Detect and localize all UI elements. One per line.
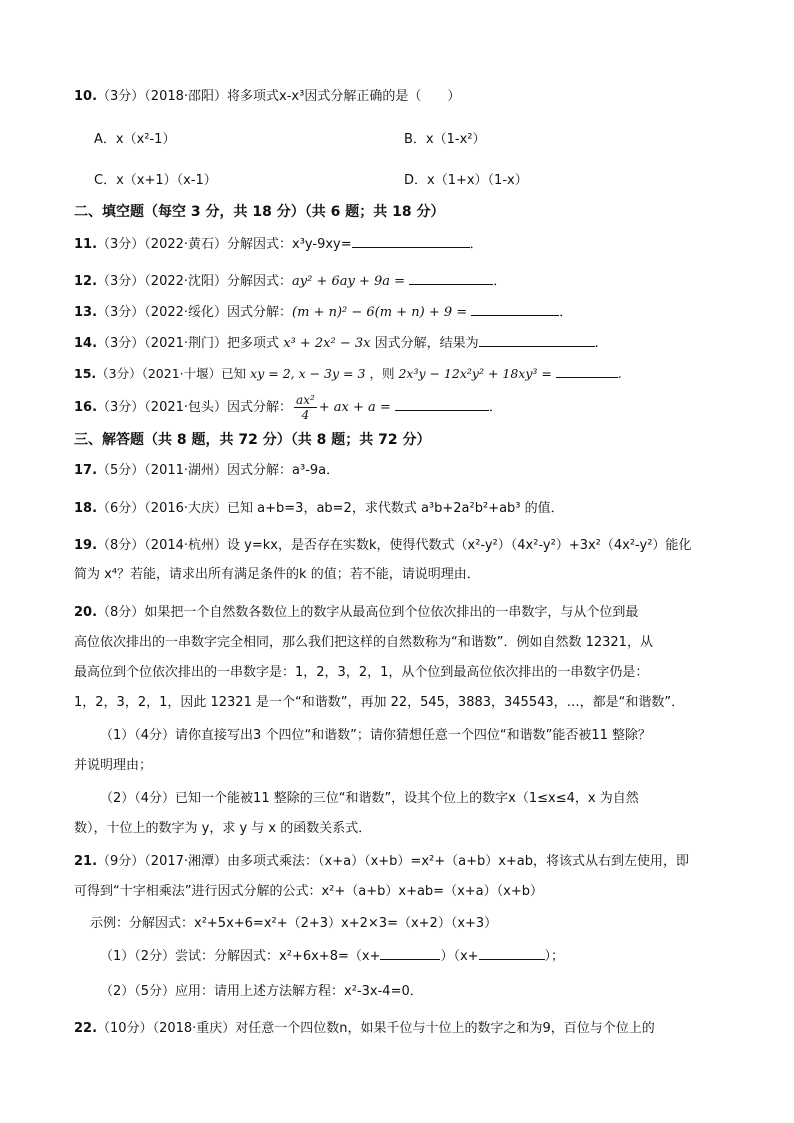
question-text: 分解因式：x³y-9xy=	[227, 237, 352, 252]
question-text-2: ，则	[369, 366, 395, 381]
part-text: （1）（2分）尝试：分解因式：x²+6x+8=（x+	[100, 949, 381, 964]
answer-blank[interactable]	[352, 234, 470, 248]
question-math: (m + n)² − 6(m + n) + 9 =	[292, 305, 468, 320]
question-number: 14.	[74, 336, 98, 351]
question-end: ．	[469, 237, 483, 252]
question-meta: （3分）（2021·包头）	[97, 400, 228, 415]
question-text-2: 因式分解，结果为	[374, 336, 479, 351]
question-text: 由多项式乘法：（x+a）（x+b）=x²+（a+b）x+ab，将该式从右到左使用，即	[227, 854, 690, 869]
question-20-part-1-line-2: 并说明理由；	[74, 758, 153, 773]
answer-blank[interactable]	[395, 397, 489, 411]
question-meta: （10分）（2018·重庆）	[97, 1021, 236, 1036]
question-end: ．	[488, 400, 502, 415]
question-meta: （9分）（2017·湘潭）	[97, 854, 228, 869]
question-number: 20.	[74, 605, 98, 620]
question-21-example: 示例：分解因式：x²+5x+6=x²+（2+3）x+2×3=（x+2）（x+3）	[90, 916, 498, 931]
option-b: B．x（1-x²）	[404, 132, 486, 147]
question-text: 把多项式	[227, 336, 280, 351]
question-meta: （3分）（2022·沈阳）	[97, 274, 228, 289]
question-12	[74, 271, 506, 291]
question-text: 如果把一个自然数各数位上的数字从最高位到个位依次排出的一串数字，与从个位到最	[144, 605, 639, 620]
answer-blank[interactable]	[471, 302, 559, 316]
question-math: x³ + 2x² − 3x	[283, 336, 371, 351]
question-number: 12.	[74, 274, 98, 289]
question-15	[74, 364, 622, 383]
fraction-denominator: 4	[301, 408, 310, 422]
question-number: 19.	[74, 538, 98, 553]
question-number: 15.	[74, 366, 97, 381]
question-20	[74, 604, 638, 622]
question-text: 分解因式：	[227, 274, 293, 289]
question-text: 因式分解：	[227, 305, 293, 320]
question-10	[74, 88, 460, 106]
answer-blank[interactable]	[556, 364, 618, 378]
question-end: .	[594, 336, 599, 351]
option-c: C．x（x+1）（x-1）	[94, 173, 217, 188]
question-18	[74, 500, 564, 518]
question-text: 设 y=kx，是否存在实数k，使得代数式（x²-y²）（4x²-y²）+3x²（4x²-y²）能化	[227, 538, 692, 553]
answer-blank[interactable]	[479, 333, 595, 347]
question-21	[74, 853, 689, 871]
question-19-line-2: 简为 x⁴？若能，请求出所有满足条件的k 的值；若不能，请说明理由．	[74, 567, 480, 582]
question-22	[74, 1020, 655, 1038]
question-number: 16.	[74, 400, 98, 415]
question-text: 因式分解：a³-9a．	[227, 463, 340, 478]
question-21-part-2: （2）（5分）应用：请用上述方法解方程：x²-3x-4=0．	[100, 984, 423, 999]
question-math: xy = 2, x − 3y = 3	[250, 366, 366, 381]
question-number: 17.	[74, 463, 98, 478]
question-text: 因式分解：	[227, 400, 293, 415]
question-20-part-2: （2）（4分）已知一个能被11 整除的三位“和谐数”，设其个位上的数字x（1≤x≤4，x 为自然	[100, 791, 639, 806]
question-17	[74, 462, 339, 480]
question-13	[74, 302, 572, 322]
question-math: + ax + a =	[318, 400, 391, 415]
question-number: 22.	[74, 1021, 98, 1036]
question-text: 已知	[221, 366, 247, 381]
question-meta: （3分）（2021·十堰）	[96, 366, 222, 381]
question-21-part-1	[100, 946, 564, 966]
question-number: 18.	[74, 501, 98, 516]
section-title-fill-in: 二、填空题（每空 3 分，共 18 分）（共 6 题；共 18 分）	[74, 204, 445, 220]
question-20-line-4: 1，2，3，2，1，因此 12321 是一个“和谐数”，再加 22，545，3883，345543，…，都是“和谐数”．	[74, 695, 685, 710]
question-14	[74, 333, 599, 353]
question-number: 13.	[74, 305, 98, 320]
question-number: 21.	[74, 854, 98, 869]
question-meta: （3分）（2022·绥化）	[97, 305, 228, 320]
question-20-part-1: （1）（4分）请你直接写出3 个四位“和谐数”；请你猜想任意一个四位“和谐数”能否被11 整除？	[100, 728, 652, 743]
question-meta: （3分）（2022·黄石）	[97, 237, 228, 252]
question-text: 对任意一个四位数n，如果千位与十位上的数字之和为9，百位与个位上的	[235, 1021, 655, 1036]
question-19	[74, 537, 691, 555]
question-number: 11.	[74, 237, 98, 252]
question-11	[74, 234, 483, 254]
question-text: 已知 a+b=3，ab=2，求代数式 a³b+2a²b²+ab³ 的值．	[227, 501, 564, 516]
option-a: A．x（x²-1）	[94, 132, 176, 147]
question-end: ．	[493, 274, 507, 289]
question-text: 将多项式x-x³因式分解正确的是（ ）	[227, 89, 461, 104]
question-end: ．	[559, 305, 573, 320]
question-end: .	[617, 366, 622, 381]
question-20-part-2-line-2: 数），十位上的数字为 y，求 y 与 x 的函数关系式．	[74, 821, 372, 836]
answer-blank[interactable]	[409, 271, 493, 285]
question-20-line-2: 高位依次排出的一串数字完全相同，那么我们把这样的自然数称为“和谐数”．例如自然数 12321，从	[74, 635, 653, 650]
answer-blank[interactable]	[479, 946, 545, 960]
part-text: ）（x+	[440, 949, 479, 964]
section-title-answer: 三、解答题（共 8 题，共 72 分）（共 8 题；共 72 分）	[74, 432, 431, 448]
question-meta: （8分）（2014·杭州）	[97, 538, 228, 553]
question-meta: （3分）（2018·邵阳）	[97, 89, 228, 104]
fraction-numerator: ax²	[296, 393, 315, 407]
option-d: D．x（1+x）（1-x）	[404, 173, 528, 188]
part-text: ）；	[544, 949, 565, 964]
question-meta: （6分）（2016·大庆）	[97, 501, 228, 516]
question-21-line-2: 可得到“十字相乘法”进行因式分解的公式：x²+（a+b）x+ab=（x+a）（x+b）	[74, 884, 543, 899]
question-math-2: 2x³y − 12x²y² + 18xy³ =	[398, 366, 552, 381]
question-16	[74, 392, 502, 424]
question-20-line-3: 最高位到个位依次排出的一串数字是：1，2，3，2，1，从个位到最高位依次排出的一串数字仍是：	[74, 665, 649, 680]
answer-blank[interactable]	[380, 946, 440, 960]
fraction	[294, 393, 317, 422]
question-meta: （8分）	[97, 605, 145, 620]
question-meta: （3分）（2021·荆门）	[97, 336, 228, 351]
question-number: 10.	[74, 89, 98, 104]
question-math: ay² + 6ay + 9a =	[292, 274, 406, 289]
question-meta: （5分）（2011·湖州）	[97, 463, 228, 478]
